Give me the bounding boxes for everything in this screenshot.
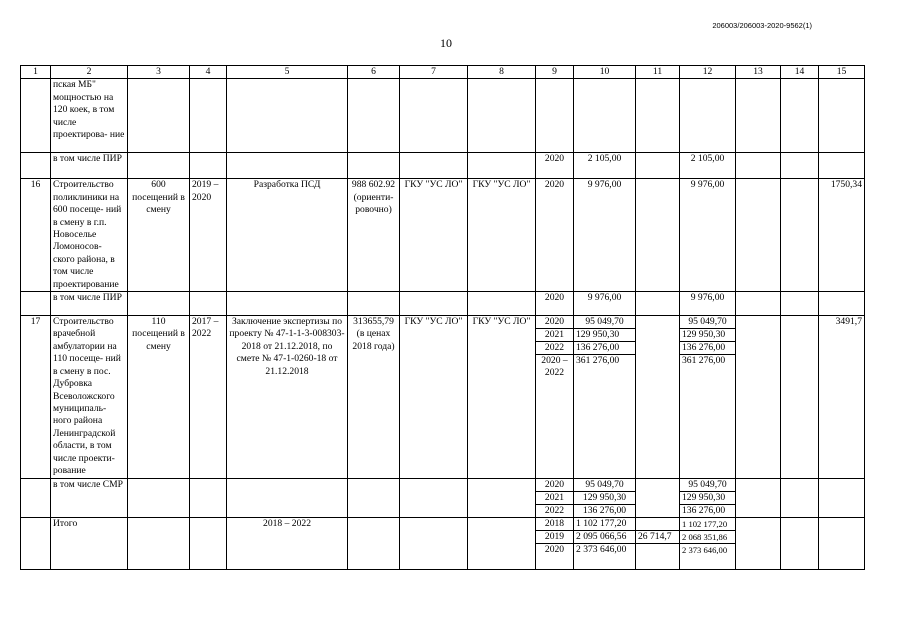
year-cell: 2021 [536,492,573,505]
value-col12: 129 950,30 [680,329,735,342]
value-col12: 2 373 646,00 [682,545,728,556]
value-col10: 2 095 066,56 [574,531,635,544]
value-col12: 136 276,00 [680,342,735,355]
value-col10: 95 049,70 [574,316,635,329]
value-col10: 136 276,00 [582,505,627,517]
column-header: 7 [400,66,468,79]
row-number: 16 [21,179,51,292]
object-name: Строительство поликлиники на 600 посеще- ний в смену в г.п. Новоселье Ломоносов- ского района, в том числе проектирование [51,179,128,292]
customer: ГКУ "УС ЛО" [400,316,468,479]
year-cell: 2018 [536,518,573,531]
object-name: в том числе СМР [51,479,128,518]
value-col12: 129 950,30 [680,492,735,505]
year-list [536,479,574,518]
values-col12 [680,479,736,518]
table-row-continuation [21,79,865,153]
values-col10 [574,479,636,518]
value-col10: 9 976,00 [574,179,636,292]
document-id: 206003/206003-2020-9562(1) [712,21,812,30]
value-col12: 136 276,00 [682,505,726,517]
table-row-17-smr [21,479,865,518]
column-header-row [21,66,865,79]
column-header: 5 [227,66,348,79]
column-header: 6 [348,66,400,79]
year-cell: 2020 [544,544,565,556]
year-cell: 2020 [536,292,574,316]
table-row-total [21,518,865,570]
year-cell: 2019 [536,531,573,544]
value-col10: 2 373 646,00 [576,544,627,556]
value-col12: 2 105,00 [680,153,736,179]
column-header: 8 [468,66,536,79]
column-header: 1 [21,66,51,79]
developer: ГКУ "УС ЛО" [468,179,536,292]
values-col12 [680,316,736,479]
year-list [536,316,574,479]
column-header: 14 [781,66,819,79]
column-header: 3 [128,66,190,79]
capacity: 110 посещений в смену [128,316,190,479]
page-number: 10 [440,36,452,50]
year-cell: 2020 [536,153,574,179]
value-col11 [636,518,679,531]
value-col15: 1750,34 [819,179,865,292]
value-col15: 3491,7 [819,316,865,479]
table-row-16-pir [21,292,865,316]
developer: ГКУ "УС ЛО" [468,316,536,479]
year-list [536,518,574,570]
basis: Разработка ПСД [227,179,348,292]
period: 2018 – 2022 [227,518,348,570]
year-cell: 2020 [536,179,574,292]
value-col10: 136 276,00 [574,342,635,355]
value-col10: 95 049,70 [574,479,635,492]
value-col10: 9 976,00 [574,292,636,316]
value-col10: 129 950,30 [574,329,635,342]
object-name: пская МБ" мощностью на 120 коек, в том числе проектирова- ние [51,79,128,153]
year-cell: 2020 [536,316,573,329]
value-col12: 9 976,00 [680,292,736,316]
value-col12: 9 976,00 [680,179,736,292]
values-col11 [636,518,680,570]
object-name: в том числе ПИР [51,153,128,179]
year-cell: 2022 [544,505,565,517]
table-row-16 [21,179,865,292]
object-name: Строительство врачебной амбулатории на 110 посеще- ний в смену в пос. Дубровка Всеволожского муниципаль- ного района Ленинградской области, в том числе проекти- рование [51,316,128,479]
period: 2019 – 2020 [190,179,227,292]
column-header: 11 [636,66,680,79]
column-header: 9 [536,66,574,79]
value-col10: 2 105,00 [574,153,636,179]
year-cell: 2022 [536,342,573,355]
year-cell: 2020 [536,479,573,492]
column-header: 4 [190,66,227,79]
column-header: 12 [680,66,736,79]
column-header: 10 [574,66,636,79]
capacity: 600 посещений в смену [128,179,190,292]
column-header: 13 [736,66,781,79]
table-row-17 [21,316,865,479]
column-header: 2 [51,66,128,79]
column-header: 15 [819,66,865,79]
value-col12: 1 102 177,20 [680,518,735,531]
row-number: 17 [21,316,51,479]
value-col10: 129 950,30 [574,492,635,505]
value-col10: 361 276,00 [576,355,620,367]
value-col12: 95 049,70 [680,316,735,329]
object-name: в том числе ПИР [51,292,128,316]
total-label: Итого [51,518,128,570]
value-col11 [636,544,679,557]
cost: 313655,79 (в ценах 2018 года) [348,316,400,479]
values-col10 [574,518,636,570]
value-col10: 1 102 177,20 [574,518,635,531]
value-col12: 361 276,00 [682,355,726,367]
customer: ГКУ "УС ЛО" [400,179,468,292]
period: 2017 – 2022 [190,316,227,479]
program-table [20,65,865,570]
basis: Заключение экспертизы по проекту № 47-1-1-3-008303-2018 от 21.12.2018, по смете № 47-1-0260-18 от 21.12.2018 [227,316,348,479]
cost: 988 602.92 (ориенти- ровочно) [348,179,400,292]
value-col12: 95 049,70 [680,479,735,492]
values-col12 [680,518,736,570]
year-cell: 2020 – 2022 [541,355,568,379]
table-row-continuation-pir [21,153,865,179]
year-cell: 2021 [536,329,573,342]
value-col12: 2 068 351,86 [680,531,735,544]
value-col11: 26 714,7 [636,531,679,544]
values-col10 [574,316,636,479]
